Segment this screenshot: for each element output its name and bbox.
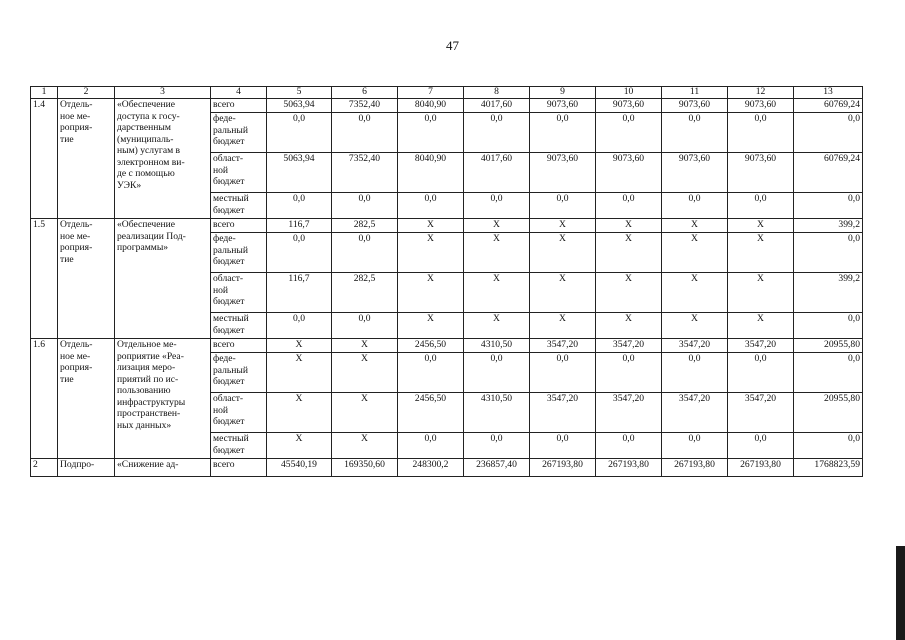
measure-type: Отдель- ное ме- роприя- тие (58, 99, 115, 219)
value-cell: X (662, 313, 728, 339)
value-cell: 9073,60 (530, 99, 596, 113)
funding-source-label: местный бюджет (211, 193, 267, 219)
value-cell: 0,0 (596, 193, 662, 219)
value-cell: 267193,80 (728, 459, 794, 477)
value-cell: 7352,40 (332, 99, 398, 113)
measure-name: «Обеспечение доступа к госу- дарственным (муниципаль- ным) услугам в электронном ви- де с помощью УЭК» (115, 99, 211, 219)
value-cell: X (530, 233, 596, 273)
value-cell: 9073,60 (596, 99, 662, 113)
table-row (31, 99, 863, 113)
value-cell: X (398, 233, 464, 273)
value-cell: 116,7 (267, 273, 332, 313)
value-cell: X (530, 219, 596, 233)
value-cell: 0,0 (530, 193, 596, 219)
value-cell: 0,0 (794, 433, 863, 459)
measure-type: Отдель- ное ме- роприя- тие (58, 219, 115, 339)
value-cell: 0,0 (794, 113, 863, 153)
value-cell: X (728, 273, 794, 313)
column-header: 9 (530, 87, 596, 99)
value-cell: 0,0 (662, 193, 728, 219)
value-cell: 7352,40 (332, 153, 398, 193)
scan-edge-mark (896, 546, 905, 640)
value-cell: 3547,20 (662, 393, 728, 433)
value-cell: X (398, 219, 464, 233)
value-cell: 399,2 (794, 219, 863, 233)
value-cell: 0,0 (728, 113, 794, 153)
funding-source-label: област- ной бюджет (211, 393, 267, 433)
value-cell: 0,0 (464, 433, 530, 459)
value-cell: 9073,60 (596, 153, 662, 193)
column-header: 6 (332, 87, 398, 99)
value-cell: 0,0 (596, 113, 662, 153)
value-cell: 236857,40 (464, 459, 530, 477)
value-cell: 0,0 (267, 313, 332, 339)
row-code: 1.5 (31, 219, 58, 339)
value-cell: 8040,90 (398, 153, 464, 193)
funding-source-label: всего (211, 219, 267, 233)
value-cell: X (662, 233, 728, 273)
measure-type: Отдель- ное ме- роприя- тие (58, 339, 115, 459)
funding-source-label: всего (211, 459, 267, 477)
value-cell: X (332, 353, 398, 393)
page-number: 47 (446, 38, 459, 53)
value-cell: 0,0 (332, 113, 398, 153)
value-cell: X (267, 353, 332, 393)
value-cell: 45540,19 (267, 459, 332, 477)
funding-source-label: местный бюджет (211, 313, 267, 339)
measure-name: Отдельное ме- роприятие «Реа- лизация меро- приятий по ис- пользованию инфраструктуры пространствен- ных данных» (115, 339, 211, 459)
value-cell: 0,0 (530, 353, 596, 393)
value-cell: X (267, 339, 332, 353)
value-cell: 0,0 (728, 433, 794, 459)
funding-source-label: всего (211, 99, 267, 113)
funding-source-label: област- ной бюджет (211, 153, 267, 193)
value-cell: 3547,20 (530, 393, 596, 433)
column-header: 13 (794, 87, 863, 99)
value-cell: 3547,20 (728, 393, 794, 433)
column-header: 4 (211, 87, 267, 99)
value-cell: 0,0 (464, 353, 530, 393)
funding-source-label: феде- ральный бюджет (211, 233, 267, 273)
value-cell: X (728, 313, 794, 339)
value-cell: 0,0 (794, 353, 863, 393)
value-cell: 116,7 (267, 219, 332, 233)
value-cell: 9073,60 (662, 153, 728, 193)
column-header: 8 (464, 87, 530, 99)
row-code: 2 (31, 459, 58, 477)
value-cell: 267193,80 (596, 459, 662, 477)
value-cell: X (596, 219, 662, 233)
value-cell: 5063,94 (267, 99, 332, 113)
column-header: 3 (115, 87, 211, 99)
value-cell: 4017,60 (464, 153, 530, 193)
value-cell: 2456,50 (398, 393, 464, 433)
value-cell: 0,0 (332, 193, 398, 219)
value-cell: 0,0 (267, 113, 332, 153)
value-cell: 0,0 (728, 353, 794, 393)
table-row (31, 339, 863, 353)
row-code: 1.6 (31, 339, 58, 459)
value-cell: 0,0 (398, 353, 464, 393)
funding-source-label: област- ной бюджет (211, 273, 267, 313)
value-cell: 8040,90 (398, 99, 464, 113)
column-header: 2 (58, 87, 115, 99)
value-cell: 0,0 (662, 433, 728, 459)
value-cell: 20955,80 (794, 339, 863, 353)
funding-source-label: местный бюджет (211, 433, 267, 459)
value-cell: 0,0 (464, 113, 530, 153)
value-cell: 248300,2 (398, 459, 464, 477)
measure-name: «Обеспечение реализации Под- программы» (115, 219, 211, 339)
value-cell: 3547,20 (596, 393, 662, 433)
value-cell: 0,0 (596, 353, 662, 393)
value-cell: 4310,50 (464, 339, 530, 353)
value-cell: 0,0 (794, 313, 863, 339)
value-cell: 282,5 (332, 219, 398, 233)
value-cell: 0,0 (794, 233, 863, 273)
measure-name: «Снижение ад- (115, 459, 211, 477)
value-cell: 3547,20 (728, 339, 794, 353)
value-cell: X (728, 219, 794, 233)
value-cell: 9073,60 (530, 153, 596, 193)
value-cell: 0,0 (267, 233, 332, 273)
value-cell: 267193,80 (662, 459, 728, 477)
value-cell: X (332, 393, 398, 433)
row-code: 1.4 (31, 99, 58, 219)
column-header: 5 (267, 87, 332, 99)
value-cell: 3547,20 (662, 339, 728, 353)
value-cell: 0,0 (464, 193, 530, 219)
value-cell: X (267, 433, 332, 459)
value-cell: 20955,80 (794, 393, 863, 433)
funding-source-label: всего (211, 339, 267, 353)
value-cell: 0,0 (662, 353, 728, 393)
value-cell: X (464, 313, 530, 339)
value-cell: 282,5 (332, 273, 398, 313)
value-cell: 3547,20 (596, 339, 662, 353)
value-cell: X (662, 273, 728, 313)
column-header: 10 (596, 87, 662, 99)
value-cell: 0,0 (530, 113, 596, 153)
value-cell: 1768823,59 (794, 459, 863, 477)
value-cell: 4017,60 (464, 99, 530, 113)
value-cell: X (398, 273, 464, 313)
value-cell: 0,0 (398, 113, 464, 153)
measure-type: Подпро- (58, 459, 115, 477)
value-cell: 0,0 (794, 193, 863, 219)
value-cell: 9073,60 (728, 99, 794, 113)
value-cell: X (398, 313, 464, 339)
value-cell: X (728, 233, 794, 273)
value-cell: 9073,60 (728, 153, 794, 193)
value-cell: 0,0 (398, 433, 464, 459)
value-cell: 5063,94 (267, 153, 332, 193)
value-cell: 0,0 (332, 313, 398, 339)
value-cell: X (267, 393, 332, 433)
value-cell: 0,0 (530, 433, 596, 459)
column-header: 11 (662, 87, 728, 99)
value-cell: 0,0 (332, 233, 398, 273)
column-header: 12 (728, 87, 794, 99)
header-row (31, 87, 863, 99)
value-cell: 0,0 (596, 433, 662, 459)
value-cell: X (464, 219, 530, 233)
value-cell: X (464, 273, 530, 313)
table-row (31, 219, 863, 233)
value-cell: 0,0 (728, 193, 794, 219)
column-header: 7 (398, 87, 464, 99)
value-cell: 0,0 (267, 193, 332, 219)
value-cell: X (596, 233, 662, 273)
value-cell: X (332, 433, 398, 459)
value-cell: 267193,80 (530, 459, 596, 477)
value-cell: 0,0 (662, 113, 728, 153)
table-row (31, 459, 863, 477)
value-cell: 60769,24 (794, 99, 863, 113)
value-cell: X (464, 233, 530, 273)
value-cell: 169350,60 (332, 459, 398, 477)
value-cell: 9073,60 (662, 99, 728, 113)
value-cell: 3547,20 (530, 339, 596, 353)
value-cell: X (530, 313, 596, 339)
value-cell: X (662, 219, 728, 233)
funding-source-label: феде- ральный бюджет (211, 353, 267, 393)
budget-table (30, 86, 863, 477)
value-cell: X (332, 339, 398, 353)
value-cell: X (596, 313, 662, 339)
value-cell: X (530, 273, 596, 313)
value-cell: 2456,50 (398, 339, 464, 353)
value-cell: 0,0 (398, 193, 464, 219)
value-cell: 4310,50 (464, 393, 530, 433)
value-cell: X (596, 273, 662, 313)
value-cell: 60769,24 (794, 153, 863, 193)
value-cell: 399,2 (794, 273, 863, 313)
column-header: 1 (31, 87, 58, 99)
funding-source-label: феде- ральный бюджет (211, 113, 267, 153)
